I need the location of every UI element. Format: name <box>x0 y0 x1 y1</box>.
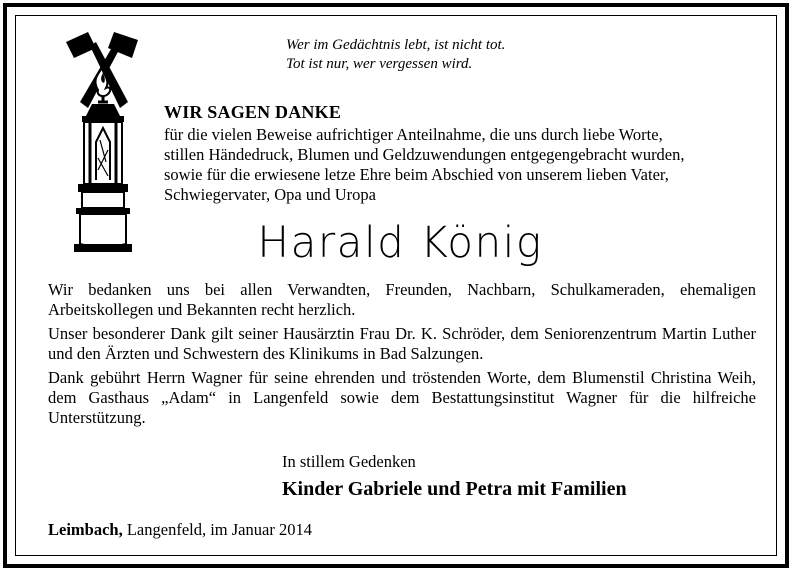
intro-line: stillen Händedruck, Blumen und Geldzuwendungen entgegengebracht wurden, <box>164 145 685 164</box>
family-signature: Kinder Gabriele und Petra mit Familien <box>282 478 627 500</box>
place-primary: Leimbach, <box>48 520 123 539</box>
place-date-rest: Langenfeld, im Januar 2014 <box>122 520 312 539</box>
intro-line: Schwiegervater, Opa und Uropa <box>164 185 376 204</box>
notice-heading: WIR SAGEN DANKE <box>164 102 342 122</box>
memorial-motto <box>286 36 505 74</box>
closing-phrase: In stillem Gedenken <box>282 452 416 471</box>
intro-line: sowie für die erwiesene letze Ehre beim Abschied von unserem lieben Vater, <box>164 165 669 184</box>
intro-line: für die vielen Beweise aufrichtiger Anteilnahme, die uns durch liebe Worte, <box>164 125 663 144</box>
thanks-paragraph-services: Dank gebührt Herrn Wagner für seine ehrenden und tröstenden Worte, dem Blumenstil Christina Weih, dem Gasthaus „Adam“ in Langenfeld sowie dem Bestattungsinstitut Wagner für die hilfreiche Unterstützung. <box>48 368 756 427</box>
thanks-paragraph-doctors: Unser besonderer Dank gilt seiner Hausärztin Frau Dr. K. Schröder, dem Seniorenzentrum Martin Luther und den Ärzten und Schwestern des Klinikums in Bad Salzungen. <box>48 324 756 363</box>
motto-line-2: Tot ist nur, wer vergessen wird. <box>286 56 473 72</box>
thanks-paragraph-relatives: Wir bedanken uns bei allen Verwandten, Freunden, Nachbarn, Schulkameraden, ehemaligen Arbeitskollegen und Bekannten recht herzlich. <box>48 280 756 319</box>
motto-line-1: Wer im Gedächtnis lebt, ist nicht tot. <box>286 37 506 53</box>
place-date-line <box>48 520 312 540</box>
deceased-name: Harald König <box>257 218 543 268</box>
intro-text <box>164 125 764 205</box>
